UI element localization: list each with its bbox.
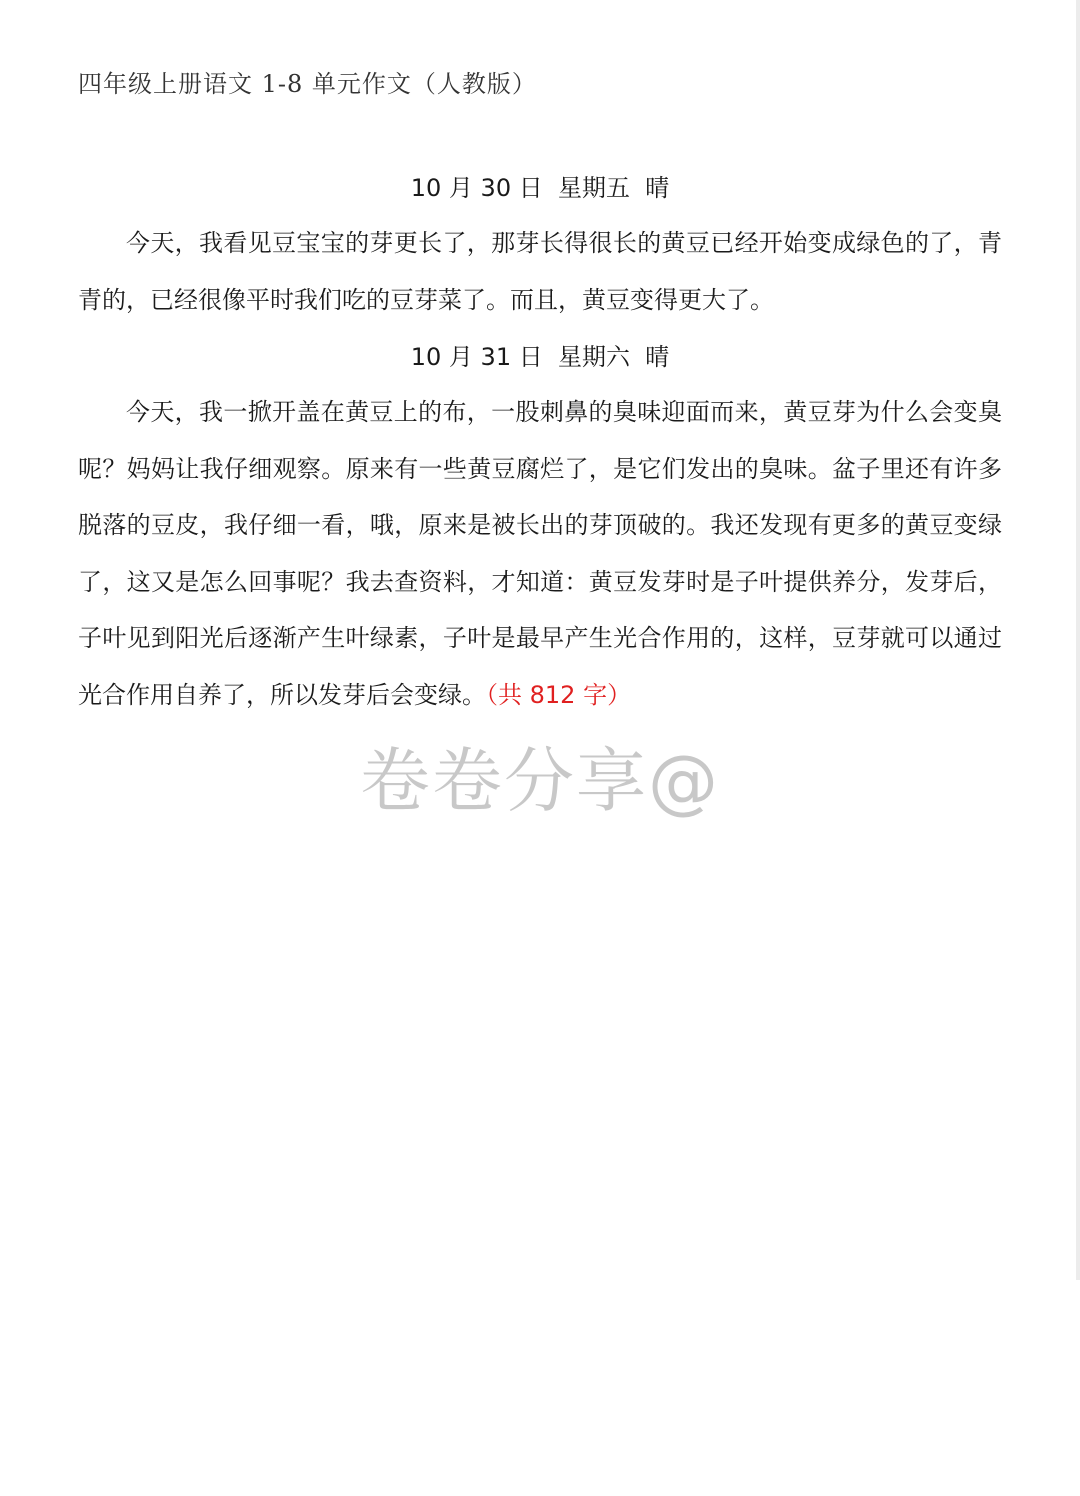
word-count-note: （共 812 字） [486,680,632,709]
entry-paragraph [78,215,1002,328]
document-header: 四年级上册语文 1-8 单元作文（人教版） [78,70,537,98]
entry-paragraph [78,384,1002,723]
watermark: 卷卷分享@ [360,740,720,822]
page-edge-divider [1076,0,1080,1280]
entry-text: 今天，我一掀开盖在黄豆上的布，一股刺鼻的臭味迎面而来，黄豆芽为什么会变臭呢？妈妈让我仔细观察。原来有一些黄豆腐烂了，是它们发出的臭味。盆子里还有许多脱落的豆皮，我仔细一看，哦，原来是被长出的芽顶破的。我还发现有更多的黄豆变绿了，这又是怎么回事呢？我去查资料，才知道：黄豆发芽时是子叶提供养分，发芽后，子叶见到阳光后逐渐产生叶绿素，子叶是最早产生光合作用的，这样，豆芽就可以通过光合作用自养了，所以发芽后会变绿。 [78,398,1002,709]
entry-date: 10 月 31 日 星期六 晴 [410,343,670,371]
entry-date: 10 月 30 日 星期五 晴 [410,174,670,202]
entry-text: 今天，我看见豆宝宝的芽更长了，那芽长得很长的黄豆已经开始变成绿色的了，青青的，已经很像平时我们吃的豆芽菜了。而且，黄豆变得更大了。 [78,229,1002,314]
